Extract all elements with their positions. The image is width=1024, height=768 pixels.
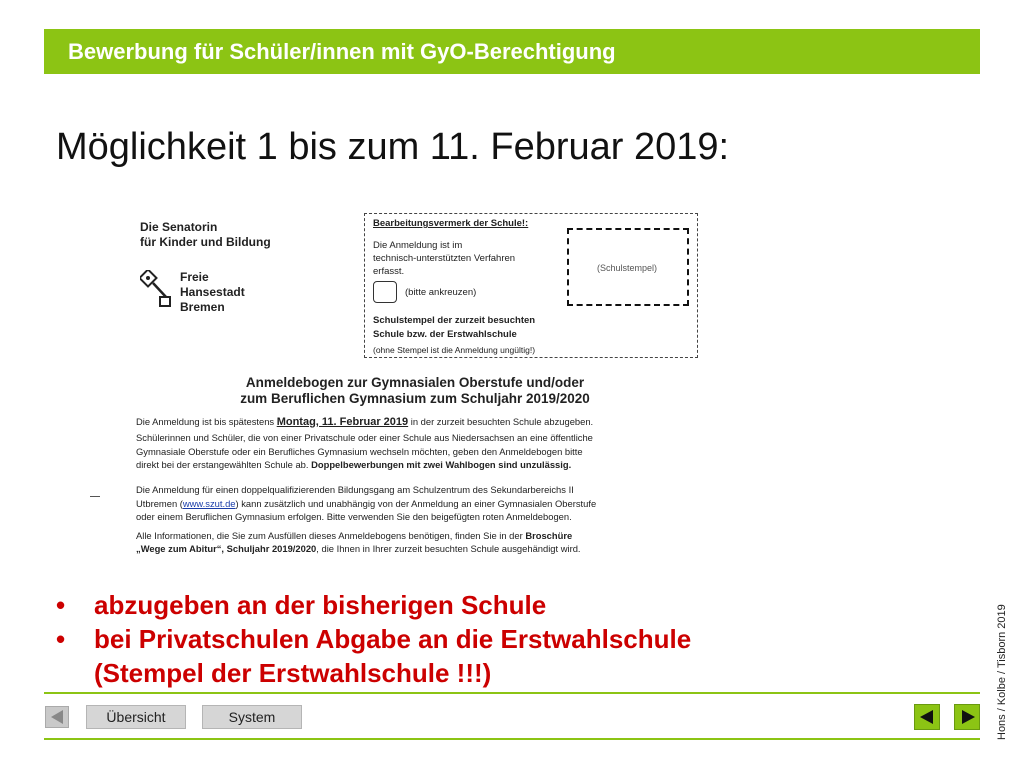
- para2-line-1: Die Anmeldung für einen doppelqualifizierenden Bildungsgang am Schulzentrum des Sekundarbereichs II: [136, 484, 574, 495]
- author-credit: Hons / Kolbe / Tisborn 2019: [996, 604, 1008, 740]
- para2-line-2: [136, 498, 596, 509]
- bullet-text-2: bei Privatschulen Abgabe an die Erstwahlschule: [94, 624, 692, 654]
- para1-line-1b: in der zurzeit besuchten Schule abzugeben.: [408, 416, 594, 427]
- para3-line-2: [136, 543, 581, 554]
- stamp-area: [567, 228, 689, 306]
- deadline-date: Montag, 11. Februar 2019: [276, 416, 409, 428]
- brochure-word: Broschüre: [525, 530, 573, 541]
- para1-line-1a: Die Anmeldung ist bis spätestens: [136, 416, 277, 427]
- para3-line-2b: , die Ihnen in Ihrer zurzeit besuchten Schule ausgehändigt wird.: [316, 543, 581, 554]
- para1-line-3: Gymnasiale Oberstufe oder ein Berufliches Gymnasium wechseln möchten, geben den Anmeldebogen bitte: [136, 446, 583, 457]
- school-stamp-box: [364, 213, 698, 358]
- system-button[interactable]: System: [202, 705, 302, 729]
- para1-line-4a: direkt bei der erstangewählten Schule ab.: [136, 459, 312, 470]
- para3-line-1: [136, 530, 572, 541]
- stamp-box-heading: Bearbeitungsvermerk der Schule!:: [373, 218, 529, 229]
- bullet-text-1: abzugeben an der bisherigen Schule: [94, 590, 547, 620]
- authority-line-2: für Kinder und Bildung: [140, 235, 271, 249]
- overview-button[interactable]: Übersicht: [86, 705, 186, 729]
- triangle-right-icon: [962, 710, 975, 724]
- first-slide-button[interactable]: [45, 706, 69, 728]
- para3-line-1a: Alle Informationen, die Sie zum Ausfüllen dieses Anmeldebogens benötigen, finden Sie in der: [136, 530, 526, 541]
- stamp-box-line-3: erfasst.: [373, 266, 405, 277]
- footer-divider-top: [44, 692, 980, 694]
- city-line-1: Freie: [180, 270, 209, 284]
- para1-line-4: [136, 459, 571, 470]
- margin-dash: [90, 496, 100, 497]
- para2-line-2a: Utbremen (: [136, 498, 183, 509]
- stamp-bold-line-1: Schulstempel der zurzeit besuchten: [373, 315, 536, 326]
- city-line-2: Hansestadt: [180, 285, 245, 299]
- header-bar: [44, 29, 980, 74]
- brochure-title: „Wege zum Abitur“, Schuljahr 2019/2020: [136, 543, 317, 554]
- footer-divider-bottom: [44, 738, 980, 740]
- double-application-note: Doppelbewerbungen mit zwei Wahlbogen sind unzulässig.: [311, 459, 572, 470]
- next-slide-button[interactable]: [954, 704, 980, 730]
- registration-checkbox: [373, 281, 397, 303]
- checkbox-label: (bitte ankreuzen): [405, 287, 477, 298]
- para2-line-3: oder einem Beruflichen Gymnasium erfolgen. Bitte verwenden Sie den beigefügten roten Anmeldebogen.: [136, 511, 572, 522]
- form-title-line-2: zum Beruflichen Gymnasium zum Schuljahr 2019/2020: [240, 391, 590, 406]
- triangle-left-icon: [920, 710, 933, 724]
- triangle-left-icon: [51, 710, 63, 724]
- bullet-marker: •: [56, 624, 66, 654]
- stamp-area-label: (Schulstempel): [597, 263, 658, 273]
- para1-line-1: [136, 416, 593, 428]
- stamp-box-line-2: technisch-unterstützten Verfahren: [373, 253, 516, 264]
- form-scan: [122, 196, 708, 564]
- bullet-text-3: (Stempel der Erstwahlschule !!!): [94, 658, 492, 688]
- stamp-note: (ohne Stempel ist die Anmeldung ungültig!): [373, 345, 536, 355]
- header-title: Bewerbung für Schüler/innen mit GyO-Berechtigung: [68, 39, 616, 64]
- szut-link[interactable]: www.szut.de: [182, 498, 236, 509]
- bremen-key-icon: [140, 270, 172, 310]
- previous-slide-button[interactable]: [914, 704, 940, 730]
- stamp-box-line-1: Die Anmeldung ist im: [373, 240, 463, 251]
- slide-title: Möglichkeit 1 bis zum 11. Februar 2019:: [56, 126, 730, 168]
- para1-line-2: Schülerinnen und Schüler, die von einer Privatschule oder einer Schule aus Niedersachsen an eine öffentliche: [136, 432, 593, 443]
- para2-line-2b: ) kann zusätzlich und unabhängig von der Anmeldung an einer Gymnasialen Oberstufe: [235, 498, 597, 509]
- bullet-marker: •: [56, 590, 66, 620]
- authority-line-1: Die Senatorin: [140, 220, 218, 234]
- stamp-bold-line-2: Schule bzw. der Erstwahlschule: [373, 329, 517, 340]
- form-title-line-1: Anmeldebogen zur Gymnasialen Oberstufe und/oder: [245, 375, 585, 390]
- city-line-3: Bremen: [180, 300, 225, 314]
